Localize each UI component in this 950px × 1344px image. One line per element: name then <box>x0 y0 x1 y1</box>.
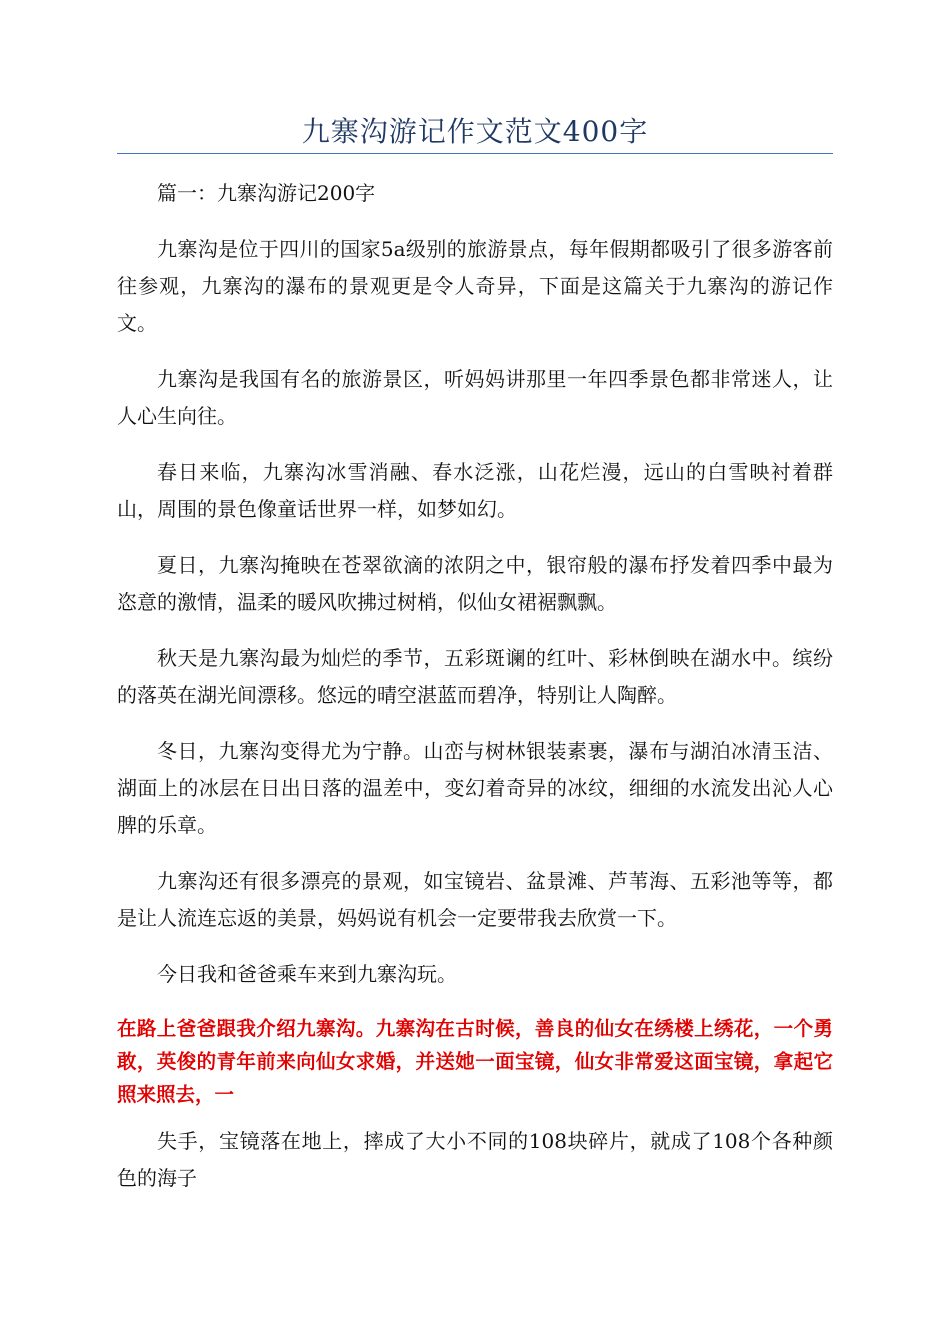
paragraph-mirror-shards: 失手，宝镜落在地上，摔成了大小不同的108块碎片，就成了108个各种颜色的海子 <box>117 1129 833 1190</box>
paragraph-highlight-legend: 在路上爸爸跟我介绍九寨沟。九寨沟在古时候，善良的仙女在绣楼上绣花，一个勇敢，英俊的青年前来向仙女求婚，并送她一面宝镜，仙女非常爱这面宝镜，拿起它照来照去，一 <box>117 1017 833 1106</box>
paragraph-winter: 冬日，九寨沟变得尤为宁静。山峦与树林银装素裹，瀑布与湖泊冰清玉洁、湖面上的冰层在日出日落的温差中，变幻着奇异的冰纹，细细的水流发出沁人心脾的乐章。 <box>117 739 833 837</box>
paragraph-section-heading: 篇一：九寨沟游记200字 <box>157 181 376 205</box>
paragraph-autumn: 秋天是九寨沟最为灿烂的季节，五彩斑谰的红叶、彩林倒映在湖水中。缤纷的落英在湖光间漂移。悠远的晴空湛蓝而碧净，特别让人陶醉。 <box>117 646 833 707</box>
document-body <box>117 175 833 1216</box>
paragraph-famous-scenic: 九寨沟是我国有名的旅游景区，听妈妈讲那里一年四季景色都非常迷人，让人心生向往。 <box>117 367 833 428</box>
document-title: 九寨沟游记作文范文400字 <box>301 115 649 148</box>
paragraph-summer: 夏日，九寨沟掩映在苍翠欲滴的浓阴之中，银帘般的瀑布抒发着四季中最为恣意的激情，温柔的暖风吹拂过树梢，似仙女裙裾飘飘。 <box>117 553 833 614</box>
paragraph-spring: 春日来临，九寨沟冰雪消融、春水泛涨，山花烂漫，远山的白雪映衬着群山，周围的景色像童话世界一样，如梦如幻。 <box>117 460 833 521</box>
title-underline <box>117 153 833 154</box>
paragraph-today-trip: 今日我和爸爸乘车来到九寨沟玩。 <box>157 962 457 986</box>
paragraph-landscapes: 九寨沟还有很多漂亮的景观，如宝镜岩、盆景滩、芦苇海、五彩池等等，都是让人流连忘返的美景，妈妈说有机会一定要带我去欣赏一下。 <box>117 869 833 930</box>
paragraph-intro: 九寨沟是位于四川的国家5a级别的旅游景点，每年假期都吸引了很多游客前往参观，九寨沟的瀑布的景观更是令人奇异，下面是这篇关于九寨沟的游记作文。 <box>117 237 833 335</box>
